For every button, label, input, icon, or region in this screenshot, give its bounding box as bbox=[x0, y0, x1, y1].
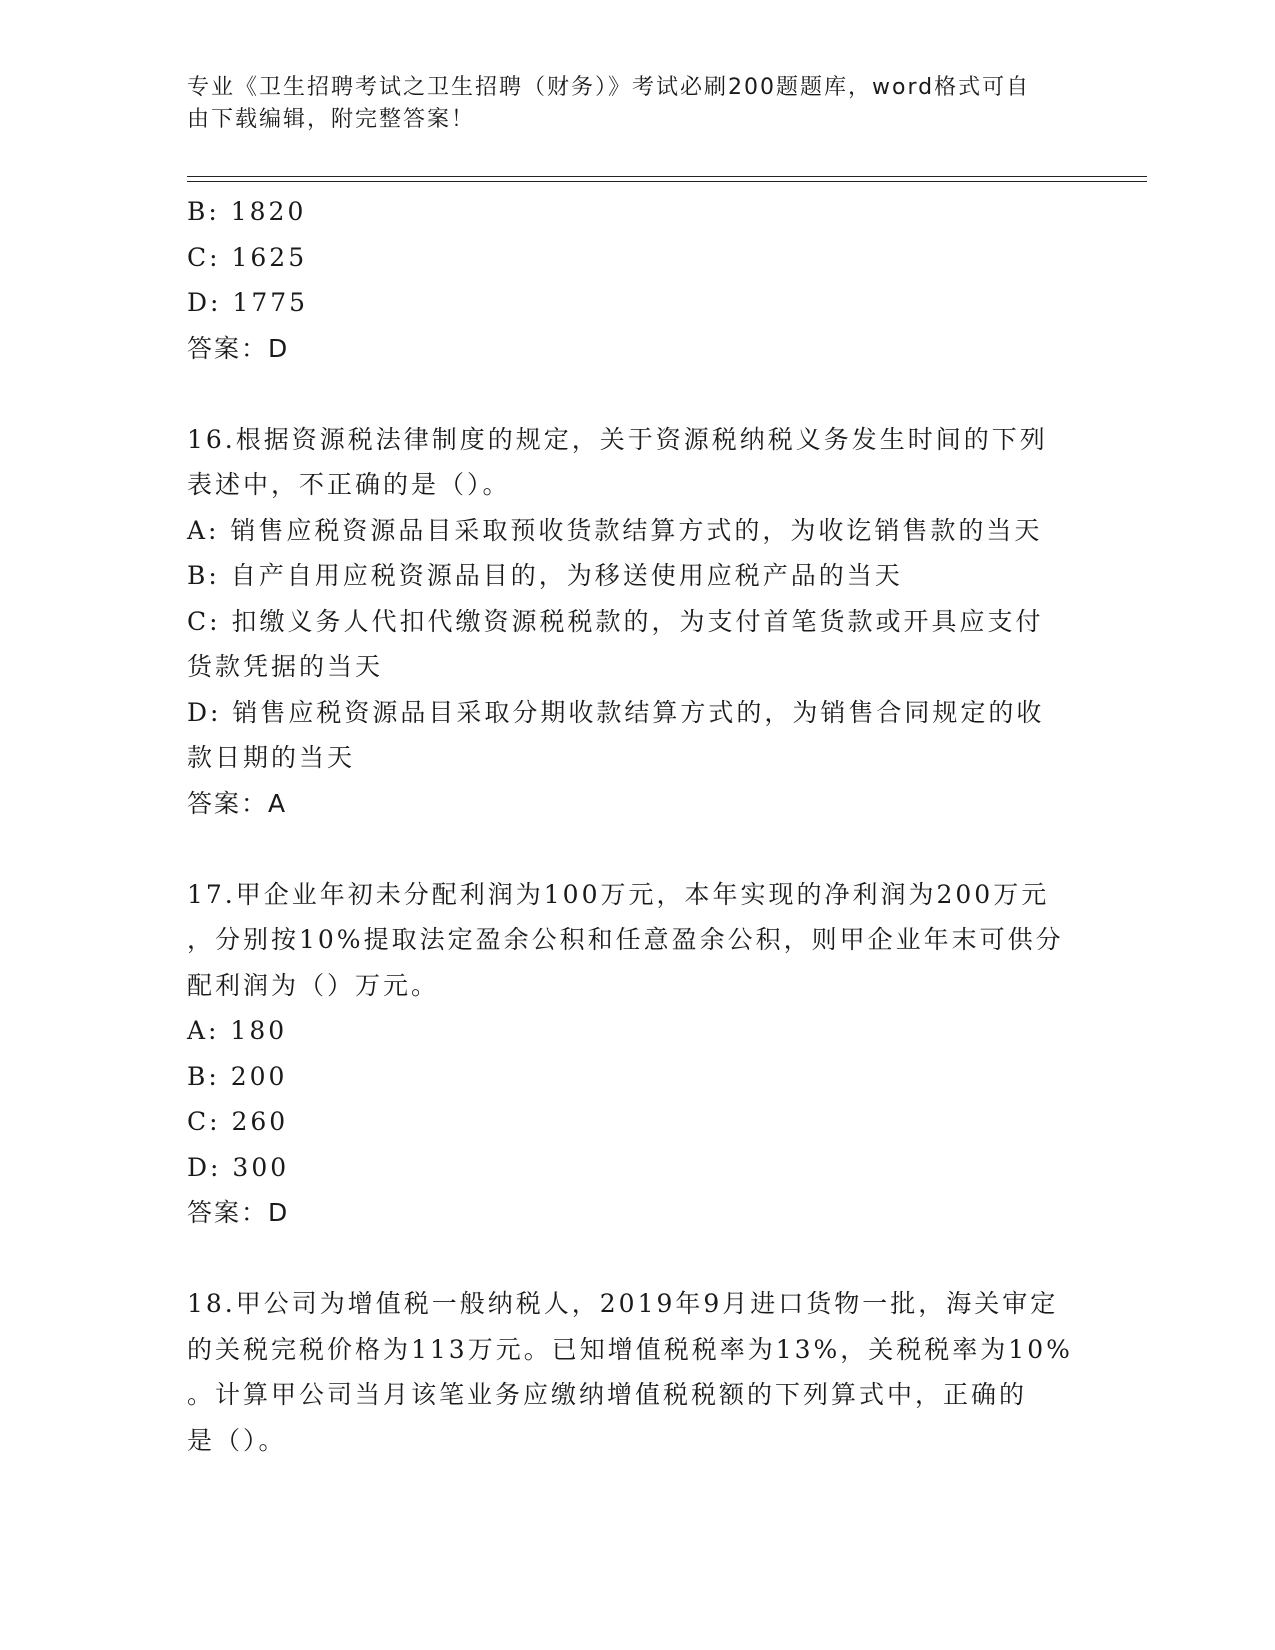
page-header bbox=[187, 72, 1067, 136]
question-17-stem-line-2: ，分别按10%提取法定盈余公积和任意盈余公积，则甲企业年末可供分 bbox=[187, 925, 1064, 954]
answer-17: 答案：D bbox=[187, 1198, 290, 1227]
option-a: A: 180 bbox=[187, 1016, 288, 1045]
spacer bbox=[187, 1236, 1087, 1282]
question-16 bbox=[187, 417, 1087, 827]
option-b: B: 1820 bbox=[187, 197, 307, 226]
header-line-1: 专业《卫生招聘考试之卫生招聘（财务）》考试必刷200题题库，word格式可自 bbox=[187, 75, 1031, 100]
option-c: C: 1625 bbox=[187, 242, 308, 272]
header-divider-bottom bbox=[187, 181, 1147, 182]
option-b: B: 200 bbox=[187, 1061, 288, 1091]
header-line-2: 由下载编辑，附完整答案！ bbox=[187, 107, 476, 132]
question-18-stem-line-1: 18.甲公司为增值税一般纳税人，2019年9月进口货物一批，海关审定 bbox=[187, 1289, 1059, 1318]
question-16-stem-line-2: 表述中，不正确的是（）。 bbox=[187, 470, 511, 499]
header-divider-top bbox=[187, 176, 1147, 177]
question-16-stem-line-1: 16.根据资源税法律制度的规定，关于资源税纳税义务发生时间的下列 bbox=[187, 424, 1048, 454]
answer-16: 答案：A bbox=[187, 788, 288, 818]
option-d: D: 300 bbox=[187, 1152, 290, 1182]
option-d: D: 1775 bbox=[187, 288, 309, 317]
question-18-stem-line-4: 是（）。 bbox=[187, 1425, 287, 1455]
question-15-options bbox=[187, 189, 1087, 371]
option-c-line-1: C: 扣缴义务人代扣代缴资源税税款的，为支付首笔货款或开具应支付 bbox=[187, 606, 1044, 636]
option-b: B: 自产自用应税资源品目的，为移送使用应税产品的当天 bbox=[187, 561, 903, 590]
option-d-line-1: D: 销售应税资源品目采取分期收款结算方式的，为销售合同规定的收 bbox=[187, 697, 1045, 727]
question-18-stem-line-3: 。计算甲公司当月该笔业务应缴纳增值税税额的下列算式中，正确的 bbox=[187, 1380, 1028, 1409]
question-17-stem-line-1: 17.甲企业年初未分配利润为100万元，本年实现的净利润为200万元 bbox=[187, 879, 1050, 909]
option-c: C: 260 bbox=[187, 1107, 289, 1136]
spacer bbox=[187, 371, 1087, 417]
spacer bbox=[187, 826, 1087, 872]
question-18-stem-line-2: 的关税完税价格为113万元。已知增值税税率为13%，关税税率为10% bbox=[187, 1334, 1073, 1364]
question-18 bbox=[187, 1281, 1087, 1463]
question-content bbox=[187, 189, 1087, 1463]
option-a: A: 销售应税资源品目采取预收货款结算方式的，为收讫销售款的当天 bbox=[187, 515, 1043, 545]
question-17 bbox=[187, 872, 1087, 1236]
question-17-stem-line-3: 配利润为（）万元。 bbox=[187, 970, 440, 1000]
answer-15: 答案：D bbox=[187, 333, 290, 363]
option-d-line-2: 款日期的当天 bbox=[187, 743, 356, 772]
option-c-line-2: 货款凭据的当天 bbox=[187, 652, 384, 681]
